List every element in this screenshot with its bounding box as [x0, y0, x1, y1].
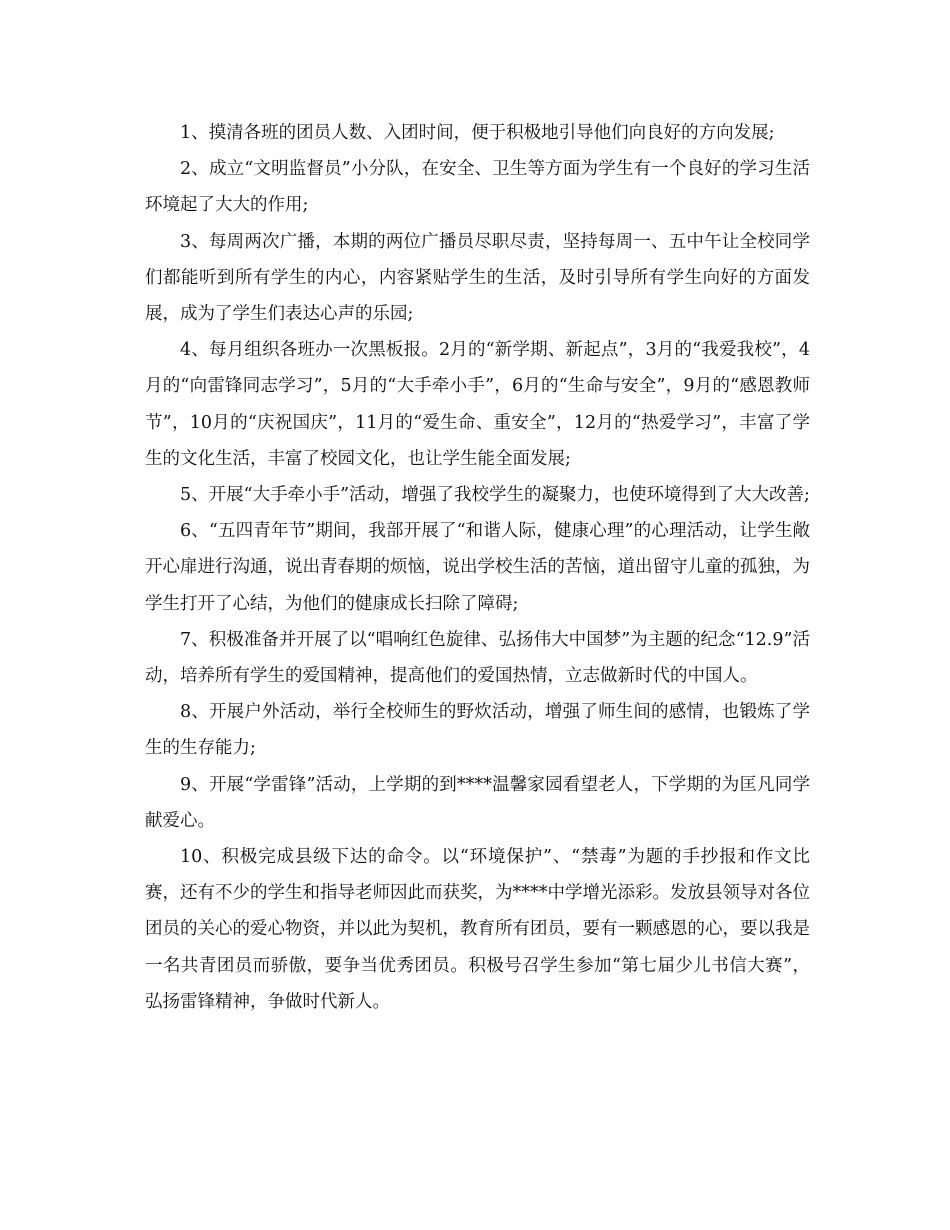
document-body: [145, 115, 810, 1020]
paragraph-8: 8、开展户外活动，举行全校师生的野炊活动，增强了师生间的感情，也锻炼了学生的生存能力;: [145, 702, 810, 759]
paragraph-6: 6、“五四青年节”期间，我部开展了“和谐人际，健康心理”的心理活动，让学生敞开心扉进行沟通，说出青春期的烦恼，说出学校生活的苦恼，道出留守儿童的孤独，为学生打开了心结，为他们的健康成长扫除了障碍;: [145, 521, 810, 614]
paragraph-9: 9、开展“学雷锋”活动，上学期的到****温馨家园看望老人，下学期的为匡凡同学献爱心。: [145, 774, 810, 831]
paragraph-3: 3、每周两次广播，本期的两位广播员尽职尽责，坚持每周一、五中午让全校同学们都能听到所有学生的内心，内容紧贴学生的生活，及时引导所有学生向好的方面发展，成为了学生们表达心声的乐园;: [145, 231, 810, 325]
paragraph-5: 5、开展“大手牵小手”活动，增强了我校学生的凝聚力，也使环境得到了大大改善;: [180, 485, 810, 506]
paragraph-4: 4、每月组织各班办一次黑板报。2月的“新学期、新起点”，3月的“我爱我校”，4月的“向雷锋同志学习”，5月的“大手牵小手”，6月的“生命与安全”，9月的“感恩教师节”，10月的“庆祝国庆”，11月的“爱生命、重安全”，12月的“热爱学习”，丰富了学生的文化生活，丰富了校园文化，也让学生能全面发展;: [145, 340, 810, 469]
paragraph-7: 7、积极准备并开展了以“唱响红色旋律、弘扬伟大中国梦”为主题的纪念“12.9”活动，培养所有学生的爱国精神，提高他们的爱国热情，立志做新时代的中国人。: [145, 629, 810, 687]
paragraph-2: 2、成立“文明监督员”小分队，在安全、卫生等方面为学生有一个良好的学习生活环境起了大大的作用;: [145, 159, 810, 216]
paragraph-10: 10、积极完成县级下达的命令。以“环境保护”、“禁毒”为题的手抄报和作文比赛，还有不少的学生和指导老师因此而获奖，为****中学增光添彩。发放县领导对各位团员的关心的爱心物资，并以此为契机，教育所有团员，要有一颗感恩的心，要以我是一名共青团员而骄傲，要争当优秀团员。积极号召学生参加“第七届少儿书信大赛”，弘扬雷锋精神，争做时代新人。: [145, 847, 810, 1012]
paragraph-1: 1、摸清各班的团员人数、入团时间，便于积极地引导他们向良好的方向发展;: [180, 123, 775, 143]
